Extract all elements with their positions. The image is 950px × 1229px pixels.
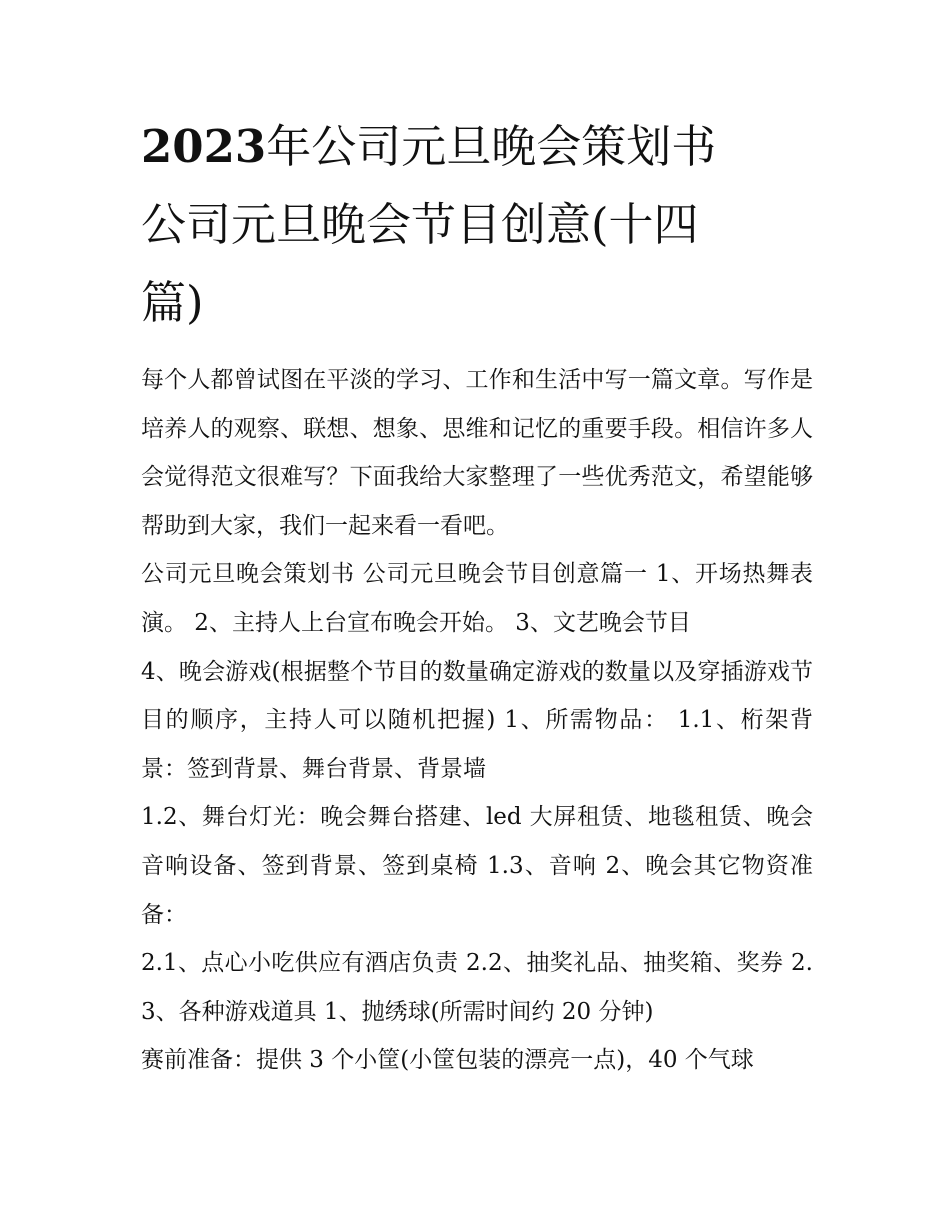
title-line-3: 篇) (141, 276, 204, 329)
paragraph-preparation: 赛前准备：提供 3 个小筐(小筐包装的漂亮一点)，40 个气球 (141, 1047, 754, 1074)
paragraph-intro: 每个人都曾试图在平淡的学习、工作和生活中写一篇文章。写作是培养人的观察、联想、想象、思维和记忆的重要手段。相信许多人会觉得范文很难写？下面我给大家整理了一些优秀范文，希望能够帮助到大家，我们一起来看一看吧。 (141, 367, 813, 539)
title-line-1 (141, 108, 813, 186)
title-line-1-text: 年公司元旦晚会策划书 (266, 120, 717, 173)
paragraph-supplies: 2.1、点心小吃供应有酒店负责 2.2、抽奖礼品、抽奖箱、奖券 2.3、各种游戏道具 1、抛绣球(所需时间约 20 分钟) (141, 950, 813, 1025)
paragraph-stage-lighting: 1.2、舞台灯光：晚会舞台搭建、led 大屏租赁、地毯租赁、晚会音响设备、签到背景、签到桌椅 1.3、音响 2、晚会其它物资准备： (141, 804, 813, 928)
document-title (141, 108, 813, 342)
document-body (141, 356, 813, 1085)
document-page (141, 108, 813, 1085)
paragraph-games: 4、晚会游戏(根据整个节目的数量确定游戏的数量以及穿插游戏节目的顺序，主持人可以随机把握) 1、所需物品： 1.1、桁架背景：签到背景、舞台背景、背景墙 (141, 658, 813, 782)
title-year: 2023 (141, 120, 267, 173)
paragraph-program-list: 公司元旦晚会策划书 公司元旦晚会节目创意篇一 1、开场热舞表演。 2、主持人上台宣布晚会开始。 3、文艺晚会节目 (141, 561, 813, 636)
title-line-2: 公司元旦晚会节目创意(十四 (141, 198, 699, 251)
